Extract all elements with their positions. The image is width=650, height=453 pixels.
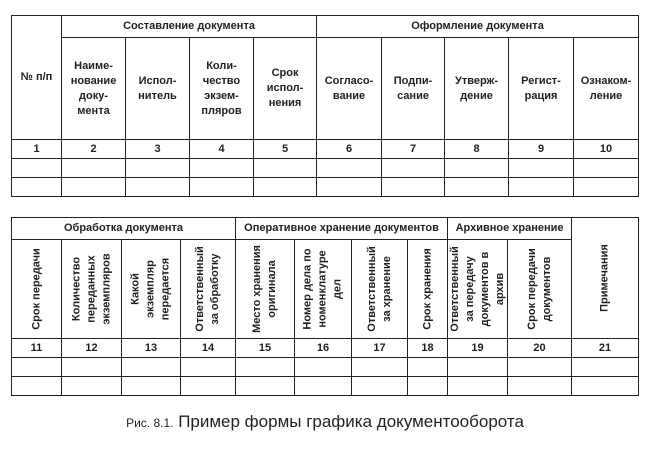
empty-row bbox=[12, 159, 639, 178]
col-num-cell: 7 bbox=[382, 140, 445, 159]
col-case-number-header bbox=[295, 240, 352, 339]
col-num-cell: 15 bbox=[236, 339, 295, 358]
col-num-cell: 16 bbox=[295, 339, 352, 358]
empty-cell bbox=[408, 377, 448, 396]
col-which-copy-label: Какой экземпляр передается bbox=[129, 257, 172, 321]
col-copies-header bbox=[190, 38, 254, 140]
empty-cell bbox=[62, 358, 122, 377]
figure-caption bbox=[0, 412, 650, 432]
col-case-number-label: Номер дела по номенклатуре дел bbox=[301, 248, 344, 330]
empty-cell bbox=[236, 358, 295, 377]
col-num-cell: 2 bbox=[62, 140, 126, 159]
empty-cell bbox=[254, 159, 317, 178]
col-signing-label: Подпи- сание bbox=[393, 74, 433, 102]
empty-cell bbox=[254, 178, 317, 197]
empty-cell bbox=[508, 358, 572, 377]
col-transfer-term-label: Срок передачи bbox=[30, 248, 42, 330]
col-archive-responsible-label: Ответственный за передачу документов в архив bbox=[448, 246, 506, 332]
empty-cell bbox=[122, 358, 181, 377]
document-flow-table-top bbox=[11, 15, 639, 197]
col-num-cell: 9 bbox=[509, 140, 574, 159]
col-transferred-copies-label: Количество переданных экземпляров bbox=[70, 253, 112, 325]
col-transferred-copies-header bbox=[62, 240, 122, 339]
col-deadline-header bbox=[254, 38, 317, 140]
empty-cell bbox=[126, 178, 190, 197]
empty-cell bbox=[295, 358, 352, 377]
col-num-cell: 10 bbox=[574, 140, 639, 159]
col-archive-transfer-term-header bbox=[508, 240, 572, 339]
col-storage-responsible-label: Ответственный за хранение bbox=[365, 246, 393, 332]
col-num-cell: 8 bbox=[445, 140, 509, 159]
col-copies-label: Коли- чество экзем- пляров bbox=[201, 59, 242, 117]
empty-cell bbox=[62, 178, 126, 197]
empty-cell bbox=[382, 178, 445, 197]
col-archive-responsible-header bbox=[448, 240, 508, 339]
col-num-cell: 17 bbox=[352, 339, 408, 358]
empty-cell bbox=[508, 377, 572, 396]
col-original-location-header bbox=[236, 240, 295, 339]
empty-row bbox=[12, 358, 639, 377]
col-num-cell: 3 bbox=[126, 140, 190, 159]
header-row bbox=[12, 38, 639, 140]
group-compose-header: Составление документа bbox=[62, 16, 317, 38]
col-registration-label: Регист- рация bbox=[521, 74, 561, 102]
col-acquaint-header bbox=[574, 38, 639, 140]
empty-cell bbox=[12, 178, 62, 197]
col-num-cell: 1 bbox=[12, 140, 62, 159]
col-registration-header bbox=[509, 38, 574, 140]
col-executor-header bbox=[126, 38, 190, 140]
empty-cell bbox=[572, 377, 639, 396]
col-num-cell: 13 bbox=[122, 339, 181, 358]
empty-cell bbox=[445, 178, 509, 197]
col-num-cell: 12 bbox=[62, 339, 122, 358]
empty-row bbox=[12, 178, 639, 197]
number-row bbox=[12, 140, 639, 159]
empty-cell bbox=[448, 358, 508, 377]
col-executor-label: Испол- нитель bbox=[138, 74, 177, 102]
col-confirm-header bbox=[445, 38, 509, 140]
empty-cell bbox=[382, 159, 445, 178]
empty-cell bbox=[12, 159, 62, 178]
col-which-copy-header bbox=[122, 240, 181, 339]
col-number-header: № п/п bbox=[12, 16, 62, 140]
col-transfer-term-header bbox=[12, 240, 62, 339]
figure-caption-text: Пример формы графика документооборота bbox=[178, 412, 524, 431]
col-approval-label: Согласо- вание bbox=[324, 74, 374, 102]
col-original-location-label: Место хранения оригинала bbox=[251, 245, 279, 333]
col-archive-transfer-term-label: Срок передачи документов bbox=[525, 248, 553, 330]
empty-cell bbox=[317, 159, 382, 178]
col-num-cell: 6 bbox=[317, 140, 382, 159]
empty-cell bbox=[408, 358, 448, 377]
empty-cell bbox=[62, 159, 126, 178]
col-name-header bbox=[62, 38, 126, 140]
col-num-cell: 14 bbox=[181, 339, 236, 358]
group-operative-header: Оперативное хранение документов bbox=[236, 218, 448, 240]
empty-cell bbox=[181, 358, 236, 377]
empty-cell bbox=[574, 178, 639, 197]
col-num-cell: 11 bbox=[12, 339, 62, 358]
empty-cell bbox=[352, 358, 408, 377]
col-storage-responsible-header bbox=[352, 240, 408, 339]
col-processing-responsible-header bbox=[181, 240, 236, 339]
col-num-cell: 5 bbox=[254, 140, 317, 159]
empty-cell bbox=[509, 159, 574, 178]
group-archive-header: Архивное хранение bbox=[448, 218, 572, 240]
empty-row bbox=[12, 377, 639, 396]
group-format-header: Оформление документа bbox=[317, 16, 639, 38]
empty-cell bbox=[317, 178, 382, 197]
col-confirm-label: Утверж- дение bbox=[455, 74, 499, 102]
col-approval-header bbox=[317, 38, 382, 140]
col-storage-term-header bbox=[408, 240, 448, 339]
col-num-cell: 19 bbox=[448, 339, 508, 358]
empty-cell bbox=[126, 159, 190, 178]
figure-caption-prefix: Рис. 8.1. bbox=[126, 416, 174, 430]
col-acquaint-label: Ознаком- ление bbox=[580, 74, 632, 102]
empty-cell bbox=[445, 159, 509, 178]
empty-cell bbox=[236, 377, 295, 396]
empty-cell bbox=[190, 159, 254, 178]
empty-cell bbox=[190, 178, 254, 197]
col-processing-responsible-label: Ответственный за обработку bbox=[194, 246, 221, 332]
col-num-cell: 21 bbox=[572, 339, 639, 358]
empty-cell bbox=[448, 377, 508, 396]
col-num-cell: 4 bbox=[190, 140, 254, 159]
empty-cell bbox=[12, 377, 62, 396]
empty-cell bbox=[12, 358, 62, 377]
header-row bbox=[12, 240, 639, 339]
col-storage-term-label: Срок хранения bbox=[421, 248, 434, 330]
empty-cell bbox=[181, 377, 236, 396]
col-num-cell: 18 bbox=[408, 339, 448, 358]
empty-cell bbox=[574, 159, 639, 178]
number-row bbox=[12, 339, 639, 358]
col-name-label: Наиме- нование доку- мента bbox=[70, 59, 117, 117]
col-num-cell: 20 bbox=[508, 339, 572, 358]
empty-cell bbox=[122, 377, 181, 396]
col-deadline-label: Срок испол- нения bbox=[266, 67, 304, 109]
empty-cell bbox=[62, 377, 122, 396]
empty-cell bbox=[295, 377, 352, 396]
col-notes-label: Примечания bbox=[598, 244, 611, 312]
empty-cell bbox=[572, 358, 639, 377]
col-notes-header bbox=[572, 218, 639, 339]
empty-cell bbox=[509, 178, 574, 197]
group-processing-header: Обработка документа bbox=[12, 218, 236, 240]
col-signing-header bbox=[382, 38, 445, 140]
document-flow-table-bottom bbox=[11, 217, 639, 396]
empty-cell bbox=[352, 377, 408, 396]
